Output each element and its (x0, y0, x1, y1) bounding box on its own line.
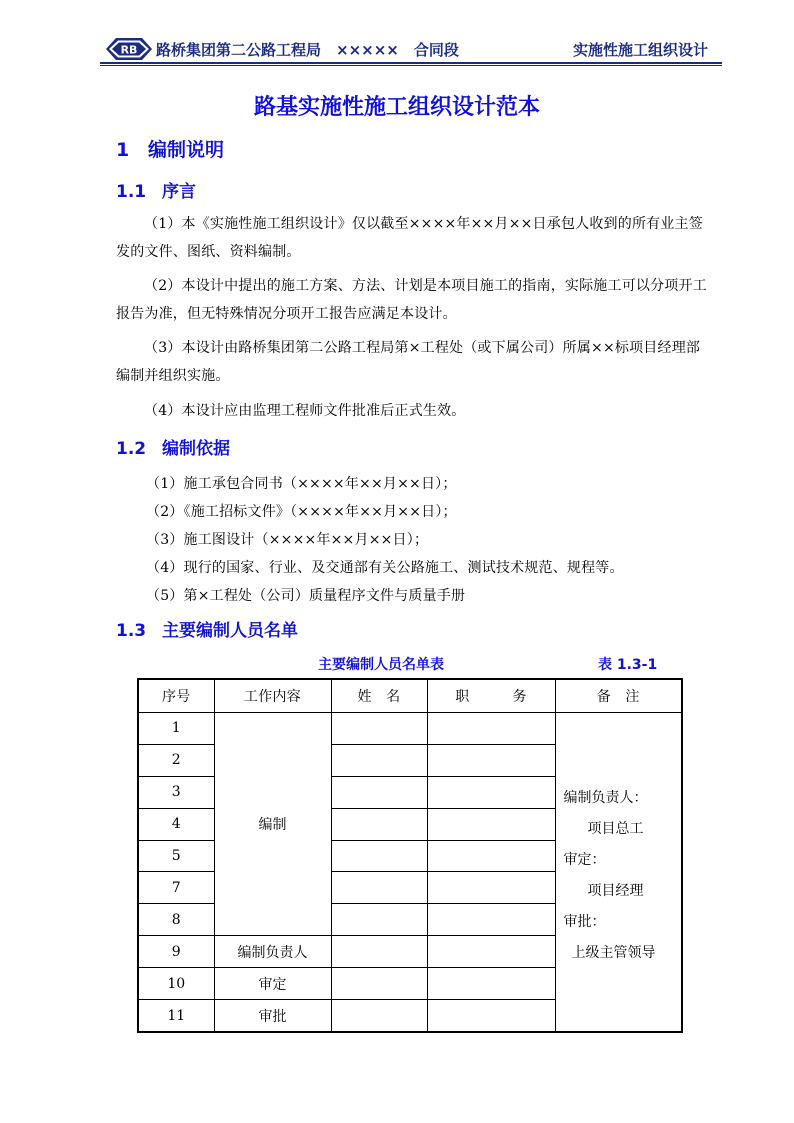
section-heading-1-3 (116, 616, 298, 641)
work-cell: 审批 (214, 1000, 331, 1032)
section-heading-1 (116, 135, 224, 162)
basis-item-5: （5）第×工程处（公司）质量程序文件与质量手册 (146, 588, 466, 604)
basis-item-2: （2）《施工招标文件》（××××年××月××日）； (146, 504, 457, 520)
table-caption: 主要编制人员名单表 (318, 657, 444, 673)
company-logo-icon (104, 36, 154, 62)
name-cell (331, 713, 427, 745)
row-number: 1 (138, 713, 214, 745)
name-cell (331, 872, 427, 904)
basis-item-1: （1）施工承包合同书（××××年××月××日）； (146, 476, 457, 492)
position-cell (427, 808, 555, 840)
section-title: 编制说明 (148, 139, 225, 161)
page-header (100, 34, 722, 66)
position-cell (427, 968, 555, 1000)
row-number: 11 (138, 1000, 214, 1032)
preface-paragraph-2: （2）本设计中提出的施工方案、方法、计划是本项目施工的指南，实际施工可以分项开工报告为准，但无特殊情况分项开工报告应满足本设计。 (116, 278, 707, 322)
remark-content (556, 713, 682, 1031)
header-rule (100, 62, 722, 64)
section-number: 1.2 (116, 439, 147, 459)
position-cell (427, 776, 555, 808)
position-cell (427, 904, 555, 936)
position-cell (427, 744, 555, 776)
name-cell (331, 1000, 427, 1032)
name-cell (331, 776, 427, 808)
document-title: 路基实施性施工组织设计范本 (253, 95, 540, 120)
section-title: 编制依据 (162, 439, 230, 459)
logo-text: RB (120, 43, 138, 57)
remark-line: 项目总工 (587, 821, 644, 837)
position-cell (427, 713, 555, 745)
work-cell: 审定 (214, 968, 331, 1000)
name-cell (331, 840, 427, 872)
header-rule-thin (100, 65, 722, 66)
row-number: 3 (138, 776, 214, 808)
remark-line: 审批： (563, 914, 606, 930)
remark-cell (555, 713, 682, 1033)
table-header-row (138, 679, 682, 713)
merged-work-cell: 编制 (214, 713, 331, 936)
column-header-number: 序号 (138, 679, 214, 713)
section-number: 1.3 (116, 621, 147, 641)
remark-line: 审定： (563, 852, 606, 868)
position-cell (427, 840, 555, 872)
column-header-position: 职 务 (427, 679, 555, 713)
position-cell (427, 1000, 555, 1032)
row-number: 9 (138, 936, 214, 968)
remark-line: 上级主管领导 (571, 945, 656, 961)
name-cell (331, 968, 427, 1000)
name-cell (331, 904, 427, 936)
staff-table (137, 678, 683, 1033)
section-title: 主要编制人员名单 (162, 621, 298, 641)
table-row (138, 713, 682, 745)
name-cell (331, 808, 427, 840)
section-number: 1 (116, 139, 130, 161)
row-number: 2 (138, 744, 214, 776)
remark-line: 编制负责人： (563, 790, 648, 806)
section-number: 1.1 (116, 182, 147, 202)
position-cell (427, 936, 555, 968)
header-document-type: 实施性施工组织设计 (572, 41, 708, 59)
row-number: 5 (138, 840, 214, 872)
header-project-name: 路桥集团第二公路工程局 ××××× 合同段 (156, 41, 459, 59)
basis-item-3: （3）施工图设计（××××年××月××日）； (146, 532, 429, 548)
basis-item-4: （4）现行的国家、行业、及交通部有关公路施工、测试技术规范、规程等。 (146, 560, 624, 576)
name-cell (331, 936, 427, 968)
column-header-work: 工作内容 (214, 679, 331, 713)
section-heading-1-1 (116, 177, 196, 202)
column-header-name: 姓 名 (331, 679, 427, 713)
column-header-remark: 备 注 (555, 679, 682, 713)
name-cell (331, 744, 427, 776)
preface-paragraph-1: （1）本《实施性施工组织设计》仅以截至××××年××月××日承包人收到的所有业主签发的文件、图纸、资料编制。 (116, 216, 703, 260)
section-heading-1-2 (116, 434, 230, 459)
table-number: 表 1.3-1 (598, 657, 658, 673)
row-number: 4 (138, 808, 214, 840)
row-number: 7 (138, 872, 214, 904)
work-cell: 编制负责人 (214, 936, 331, 968)
position-cell (427, 872, 555, 904)
preface-paragraph-4: （4）本设计应由监理工程师文件批准后正式生效。 (144, 403, 466, 419)
row-number: 10 (138, 968, 214, 1000)
preface-paragraph-3: （3）本设计由路桥集团第二公路工程局第×工程处（或下属公司）所属××标项目经理部编制并组织实施。 (116, 340, 701, 384)
row-number: 8 (138, 904, 214, 936)
remark-line: 项目经理 (587, 883, 644, 899)
section-title: 序言 (162, 182, 196, 202)
